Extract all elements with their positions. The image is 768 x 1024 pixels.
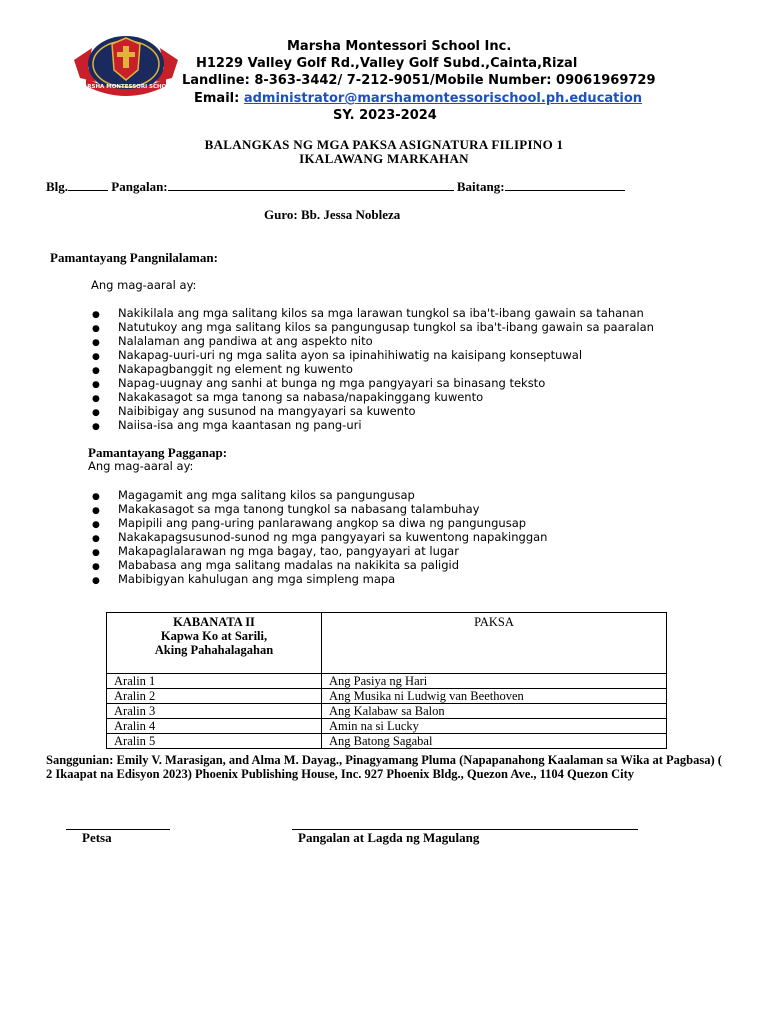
content-standard-heading: Pamantayang Pangnilalaman: [50, 250, 218, 265]
teacher-name: Guro: Bb. Jessa Nobleza [264, 207, 401, 222]
list-item: ● Magagamit ang mga salitang kilos sa pangungusap [92, 488, 415, 502]
list-item: ● Makakasagot sa mga tanong tungkol sa nabasang talambuhay [92, 502, 480, 516]
email-label: Email: [194, 91, 244, 106]
table-row: Aralin 4 Amin na si Lucky [107, 719, 667, 734]
chapter-header: KABANATA II Kapwa Ko at Sarili, Aking Pahahalagahan [107, 613, 322, 674]
performance-standard-heading: Pamantayang Pagganap: [88, 445, 228, 460]
list-item: ● Mabibigyan kahulugan ang mga simpleng mapa [92, 572, 396, 586]
list-item: ● Nakikilala ang mga salitang kilos sa mga larawan tungkol sa iba't-ibang gawain sa tahanan [92, 306, 644, 320]
lesson-table [106, 612, 667, 749]
document-subtitle: IKALAWANG MARKAHAN [299, 151, 469, 166]
list-item: ● Nakapag-uuri-uri ng mga salita ayon sa ipinahihiwatig na kaisipang konseptuwal [92, 348, 583, 362]
table-row: Aralin 5 Ang Batong Sagabal [107, 734, 667, 749]
school-year: SY. 2023-2024 [333, 108, 437, 123]
email-link[interactable]: administrator@marshamontessorischool.ph.education [243, 91, 643, 106]
list-item: ● Natutukoy ang mga salitang kilos sa pangungusap tungkol sa iba't-ibang gawain sa paaralan [92, 320, 654, 334]
student-fields [46, 178, 625, 195]
topic-header: PAKSA [322, 613, 667, 674]
school-phones: Landline: 8-363-3442/ 7-212-9051/Mobile Number: 09061969729 [182, 73, 656, 88]
table-header-row [107, 613, 667, 674]
school-logo [72, 34, 180, 100]
baitang-blank[interactable] [505, 178, 625, 191]
list-item: ● Nalalaman ang pandiwa at ang aspekto nito [92, 334, 373, 348]
performance-standard-intro: Ang mag-aaral ay: [88, 459, 194, 473]
baitang-label: Baitang: [456, 179, 505, 194]
logo-text: MARSHA MONTESSORI SCHOOL [77, 84, 175, 90]
list-item: ● Mapipili ang pang-uring panlarawang angkop sa diwa ng pangungusap [92, 516, 527, 530]
list-item: ● Naiisa-isa ang mga kaantasan ng pang-uri [92, 418, 362, 432]
source-reference: Sanggunian: Emily V. Marasigan, and Alma M. Dayag., Pinagyamang Pluma (Napapanahong Kaalaman sa Wika at Pagbasa) ( 2 Ikaapat na Edisyon 2023) Phoenix Publishing House, Inc. 927 Phoenix Bldg., Quezon Ave., 1104 Quezon City [46, 753, 722, 781]
blg-label: Blg. [46, 179, 69, 194]
school-address: H1229 Valley Golf Rd.,Valley Golf Subd.,Cainta,Rizal [196, 56, 578, 71]
list-item: ● Napag-uugnay ang sanhi at bunga ng mga pangyayari sa binasang teksto [92, 376, 546, 390]
list-item: ● Naibibigay ang susunod na mangyayari sa kuwento [92, 404, 416, 418]
parent-label: Pangalan at Lagda ng Magulang [298, 830, 480, 845]
performance-standard-list [92, 488, 547, 586]
list-item: ● Nakapagbanggit ng element ng kuwento [92, 362, 353, 376]
table-row: Aralin 1 Ang Pasiya ng Hari [107, 674, 667, 689]
pangalan-blank[interactable] [168, 178, 454, 191]
table-row: Aralin 3 Ang Kalabaw sa Balon [107, 704, 667, 719]
list-item: ● Nakakasagot sa mga tanong sa nabasa/napakinggang kuwento [92, 390, 484, 404]
pangalan-label: Pangalan: [111, 179, 168, 194]
list-item: ● Mababasa ang mga salitang madalas na nakikita sa paligid [92, 558, 460, 572]
table-row: Aralin 2 Ang Musika ni Ludwig van Beethoven [107, 689, 667, 704]
document-title: BALANGKAS NG MGA PAKSA ASIGNATURA FILIPINO 1 [204, 137, 564, 152]
list-item: ● Nakakapagsusunod-sunod ng mga pangyayari sa kuwentong napakinggan [92, 530, 548, 544]
blg-blank[interactable] [68, 178, 108, 191]
content-standard-list [92, 306, 654, 432]
school-name: Marsha Montessori School Inc. [287, 39, 512, 54]
content-standard-intro: Ang mag-aaral ay: [91, 278, 197, 292]
list-item: ● Makapaglalarawan ng mga bagay, tao, pangyayari at lugar [92, 544, 459, 558]
school-email-line [194, 90, 642, 107]
date-label: Petsa [82, 830, 112, 845]
